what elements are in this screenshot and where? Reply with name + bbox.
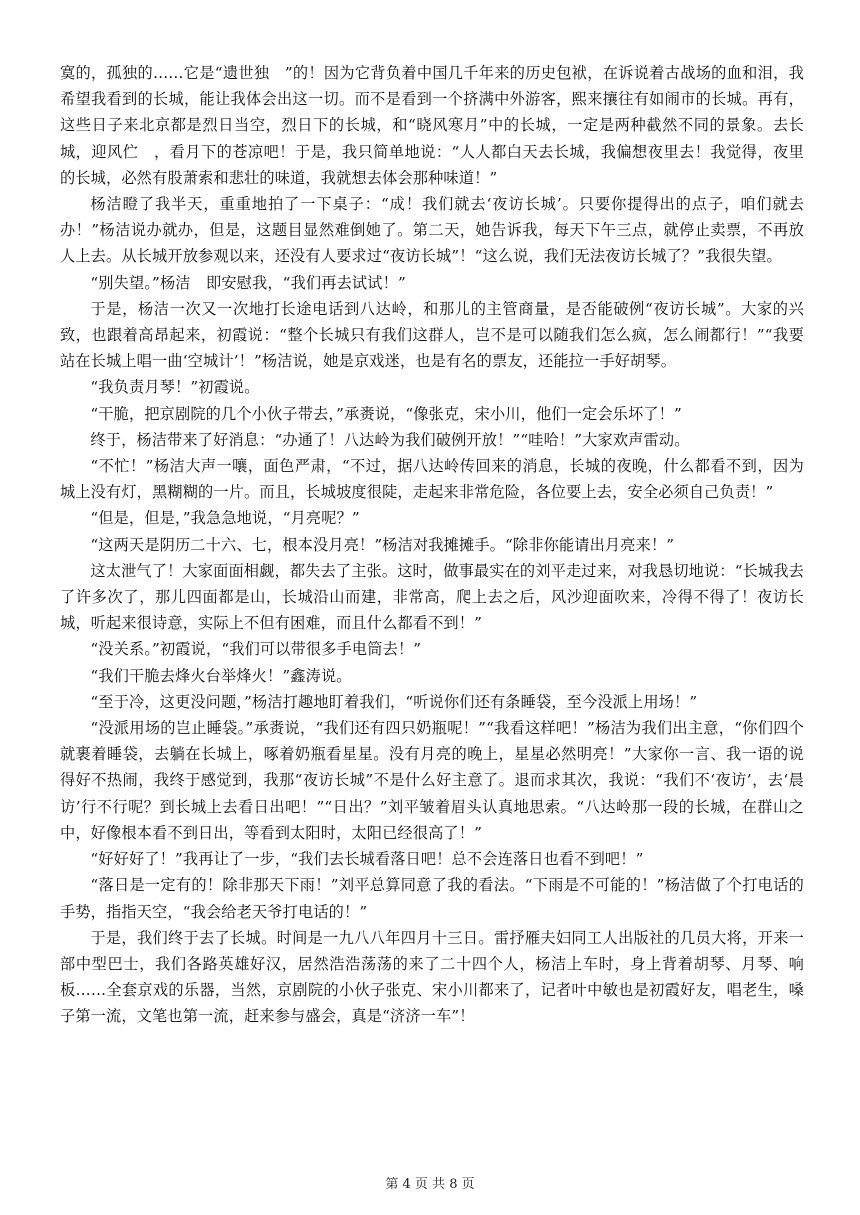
paragraph: 杨洁瞪了我半天，重重地拍了一下桌子：“成！我们就去‘夜访长城’。只要你提得出的点子，咱们就去办！”杨洁说办就办，但是，这题目显然难倒她了。第二天，她告诉我，每天下午三点，就停止卖票，不再放人上去。从长城开放参观以来，还没有人要求过“夜访长城”！“这么说，我们无法夜访长城了？”我很失望。: [60, 195, 804, 266]
paragraph: “但是，但是，”我急急地说，“月亮呢？”: [90, 509, 360, 528]
paragraph: “没关系。”初霞说，“我们可以带很多手电筒去！”: [90, 640, 422, 659]
paragraph: 于是，我们终于去了长城。时间是一九八八年四月十三日。雷抒雁夫妇同工人出版社的几员大将，开来一部中型巴士，我们各路英雄好汉，居然浩浩荡荡的来了二十四个人，杨洁上车时，身上背着胡琴、月琴、响板……全套京戏的乐器，当然，京剧院的小伙子张克、宋小川都来了，记者叶中敏也是初霞好友，唱老生，嗓子第一流，文笔也第一流，赶来参与盛会，真是“济济一车”！: [60, 928, 804, 1026]
paragraph: “好好好了！”我再让了一步，“我们去长城看落日吧！总不会连落日也看不到吧！”: [90, 850, 644, 869]
paragraph: “这两天是阴历二十六、七，根本没月亮！”杨洁对我摊摊手。“除非你能请出月亮来！”: [90, 535, 675, 554]
paragraph: 终于，杨洁带来了好消息：“办通了！八达岭为我们破例开放！”“哇哈！”大家欢声雷动。: [90, 430, 690, 449]
page-number: 第 4 页 共 8 页: [385, 1177, 475, 1192]
paragraph: “我们干脆去烽火台举烽火！”鑫涛说。: [90, 666, 352, 685]
page-footer: [0, 1176, 860, 1194]
paragraph: “没派用场的岂止睡袋。”承赉说，“我们还有四只奶瓶呢！”“我看这样吧！”杨洁为我们出主意，“你们四个就裹着睡袋，去躺在长城上，啄着奶瓶看星星。没有月亮的晚上，星星必然明亮！”大家你一言、我一语的说得好不热闹，我终于感觉到，我那“夜访长城”不是什么好主意了。退而求其次，我说：“我们不‘夜访’，去‘晨访’行不行呢？到长城上去看日出吧！”“日出？”刘平皱着眉头认真地思索。“八达岭那一段的长城，在群山之中，好像根本看不到日出，等看到太阳时，太阳已经很高了！”: [60, 719, 804, 842]
paragraph: “不忙！”杨洁大声一嚷，面色严肃，“不过，据八达岭传回来的消息，长城的夜晚，什么都看不到，因为城上没有灯，黑糊糊的一片。而且，长城坡度很陡，走起来非常危险，各位要上去，安全必须自己负责！”: [60, 457, 804, 502]
paragraph: “我负责月琴！”初霞说。: [90, 378, 260, 397]
paragraph: “别失望。”杨洁 即安慰我，“我们再去试试！”: [90, 273, 406, 292]
paragraph: “干脆，把京剧院的几个小伙子带去，”承赉说，“像张克，宋小川，他们一定会乐坏了！”: [90, 404, 682, 423]
text-body: [60, 60, 804, 1030]
paragraph: 于是，杨洁一次又一次地打长途电话到八达岭，和那儿的主管商量，是否能破例“夜访长城”。大家的兴致，也跟着高昂起来，初霞说：“整个长城只有我们这群人，岂不是可以随我们怎么疯，怎么闹都行！”“我要站在长城上唱一曲‘空城计’！”杨洁说，她是京戏迷，也是有名的票友，还能拉一手好胡琴。: [60, 299, 804, 371]
paragraph: 寞的，孤独的……它是“遗世独 ”的！因为它背负着中国几千年来的历史包袱，在诉说着古战场的血和泪，我希望我看到的长城，能让我体会出这一切。而不是看到一个挤满中外游客，熙来攘往有如闹市的长城。再有，这些日子来北京都是烈日当空，烈日下的长城，和“晓风寒月”中的长城，一定是两种截然不同的景象。去长城，迎风伫 ，看月下的苍凉吧！于是，我只简单地说：“人人都白天去长城，我偏想夜里去！我觉得，夜里的长城，必然有股萧索和悲壮的味道，我就想去体会那种味道！”: [60, 64, 804, 187]
paragraph: “至于冷，这更没问题，”杨洁打趣地盯着我们，“听说你们还有条睡袋，至今没派上用场！”: [90, 692, 698, 711]
paragraph: 这太泄气了！大家面面相觑，都失去了主张。这时，做事最实在的刘平走过来，对我恳切地说：“长城我去了许多次了，那儿四面都是山，长城沿山而建，非常高，爬上去之后，风沙迎面吹来，冷得不得了！夜访长城，听起来很诗意，实际上不但有困难，而且什么都看不到！”: [60, 561, 804, 633]
paragraph: “落日是一定有的！除非那天下雨！”刘平总算同意了我的看法。“下雨是不可能的！”杨洁做了个打电话的手势，指指天空，“我会给老天爷打电话的！”: [60, 876, 804, 921]
